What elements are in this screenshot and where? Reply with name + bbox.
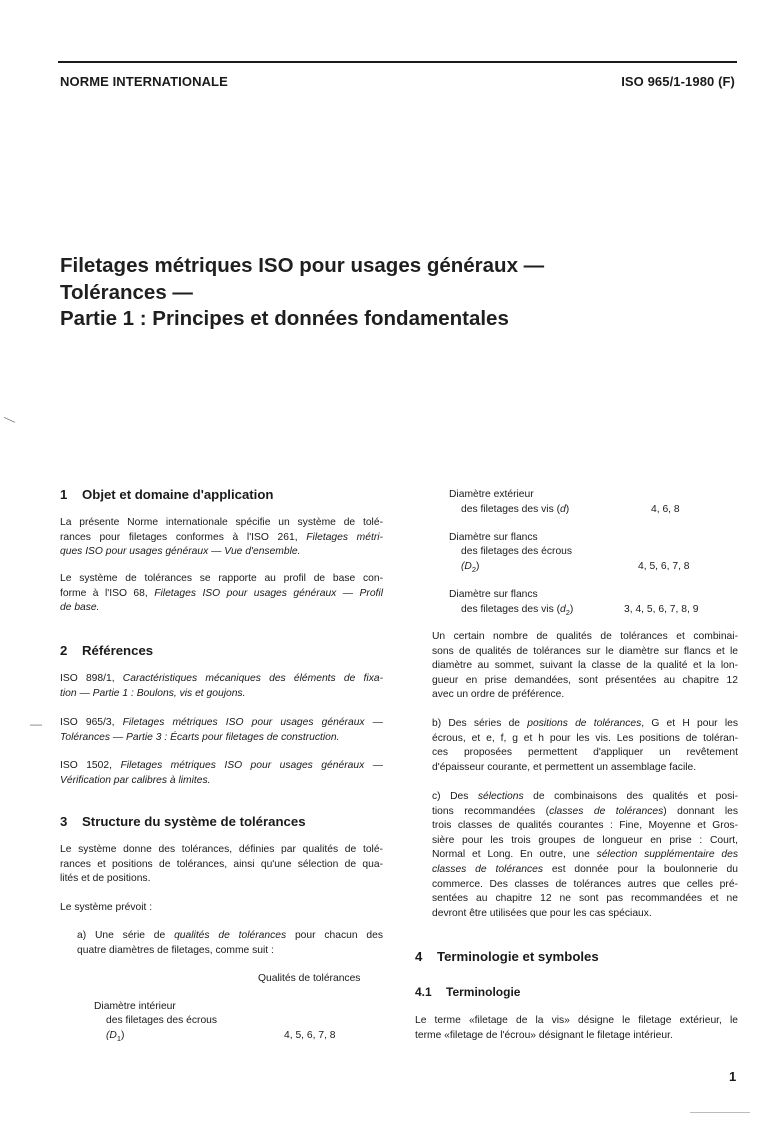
subscript: 1 (116, 1034, 122, 1044)
section-1-paragraph-2 (60, 572, 383, 616)
text-run: ) (121, 1030, 125, 1041)
text-italic: de base. (60, 602, 100, 614)
text-run: forme à l'ISO 68, (60, 587, 155, 599)
reference-iso-965-3 (60, 716, 383, 745)
section-number: 1 (60, 487, 68, 502)
text-italic: sélections (477, 791, 524, 802)
text-run: tions recommandées ( (432, 805, 550, 817)
subscript: 2 (565, 608, 570, 618)
section-number: 3 (60, 814, 68, 829)
reference-iso-1502 (60, 759, 383, 788)
text-italic: (D (106, 1030, 117, 1041)
d1-label-line-2: des filetages des écrous (106, 1015, 218, 1026)
text-line: La présente Norme internationale spécifie un système de tolé- (60, 517, 383, 528)
text-italic: classes de tolérances (432, 863, 543, 875)
d-label-line-2 (461, 503, 569, 518)
text-italic: positions de tolérances (527, 718, 642, 729)
d1-symbol (106, 1029, 124, 1047)
d2-bolt-grades: 3, 4, 5, 6, 7, 8, 9 (624, 604, 699, 615)
text-line: rances et positions de tolérances, ainsi qu'une sélection de qua- (60, 858, 383, 870)
text-italic: (D (461, 561, 472, 572)
text-line: diamètre au sommet, suivant la classe de la qualité et la lon- (432, 660, 738, 672)
text-line: terme «filetage de l'écrou» désignant le filetage intérieur. (415, 1029, 673, 1041)
d2-nut-symbol (461, 560, 479, 578)
section-number: 2 (60, 643, 68, 658)
section-2-heading (60, 643, 153, 658)
text-italic: Vérification par calibres à limites. (60, 774, 211, 786)
text-italic: d (560, 604, 566, 615)
section-3-heading (60, 814, 306, 829)
text-line: quatre diamètres de filetages, comme suit : (77, 944, 274, 956)
text-italic: sélection supplémentaire des (596, 849, 738, 861)
subscript: 2 (471, 565, 477, 575)
text-line: lités et de positions. (60, 873, 151, 885)
d1-grades: 4, 5, 6, 7, 8 (284, 1030, 336, 1041)
text-italic: Filetages ISO pour usages généraux — Profil (154, 587, 383, 599)
text-italic: Caractéristiques mécaniques des éléments de fixa- (122, 673, 383, 684)
text-line: sons de qualités de tolérances sur le diamètre sur flancs et le (432, 645, 738, 657)
title-line-3: Partie 1 : Principes et données fondamentales (60, 307, 509, 330)
title-line-1: Filetages métriques ISO pour usages généraux — (60, 254, 545, 277)
text-run: des filetages des vis ( (461, 504, 561, 515)
d2-bolt-label-line-2 (461, 603, 573, 621)
d2-nut-label-line-1: Diamètre sur flancs (449, 532, 538, 543)
document-title (60, 253, 544, 333)
text-run: rances pour filetages conformes à l'ISO 261, (60, 531, 307, 543)
text-line: gueur en prise demandées, sont présentées au chapitre 12 (432, 674, 738, 686)
text-italic: Filetages métriques ISO pour usages généraux — (120, 760, 383, 771)
section-title: Terminologie et symboles (437, 949, 599, 964)
d-grades: 4, 6, 8 (651, 504, 680, 515)
text-run: Normal et Long. En outre, une (432, 849, 597, 861)
text-run: de combinaisons des qualités et posi- (523, 791, 738, 802)
text-run: ) (565, 504, 570, 515)
section-3-paragraph-2: Le système prévoit : (60, 902, 153, 913)
text-line: Le système de tolérances se rapporte au profil de base con- (60, 573, 383, 584)
text-line: Un certain nombre de qualités de tolérances et combinai- (432, 631, 738, 642)
text-line: commerce. Des classes de tolérances autres que celles pré- (432, 878, 738, 890)
text-line: sière pour les trois groupes de longueur en prise : Court, (432, 834, 738, 846)
text-run: est donnée pour la boulonnerie du (542, 863, 738, 875)
item-a-tolerance-grades (77, 929, 383, 958)
text-run: pour chacun des (286, 930, 383, 941)
paragraph-combinations (432, 630, 738, 703)
text-run: a) Une série de (77, 930, 175, 941)
section-4-1-paragraph (415, 1014, 738, 1043)
text-line: trois classes de qualités courantes : Fine, Moyenne et Gros- (432, 820, 738, 832)
text-run: ) donnant les (663, 805, 738, 817)
text-italic: Tolérances — Partie 3 : Écarts pour filetages de construction. (60, 731, 340, 743)
text-line: ces proposées permettent d'appliquer un revêtement (432, 747, 738, 759)
text-italic: Filetages métri- (306, 531, 383, 543)
item-b-tolerance-positions (432, 717, 738, 775)
section-1-paragraph-1 (60, 516, 383, 560)
text-italic: classes de tolérances (549, 805, 664, 817)
section-4-heading (415, 949, 599, 964)
text-run: ISO 1502, (60, 760, 121, 771)
text-italic: Filetages métriques ISO pour usages généraux — (122, 717, 383, 728)
text-run: c) Des (432, 791, 478, 802)
d-label-line-1: Diamètre extérieur (449, 489, 534, 500)
text-line: d'épaisseur courante, et permettent un assemblage facile. (432, 761, 697, 773)
text-line: avec un ordre de préférence. (432, 689, 565, 701)
text-line: Le système donne des tolérances, définies par qualités de tolé- (60, 844, 383, 855)
text-run: ISO 965/3, (60, 717, 123, 728)
section-number: 4 (415, 949, 423, 964)
footer-rule (690, 1112, 750, 1113)
subsection-4-1-heading (415, 985, 520, 999)
table-header-tolerance-grades: Qualités de tolérances (258, 973, 361, 984)
text-line: sentées au chapitre 12 ne sont pas recommandées et ne (432, 893, 738, 905)
text-italic: tion — Partie 1 : Boulons, vis et goujons. (60, 687, 246, 699)
d2-bolt-label-line-1: Diamètre sur flancs (449, 589, 538, 600)
section-title: Références (82, 643, 154, 658)
text-line: devront être utilisées que pour les cas spéciaux. (432, 907, 652, 919)
margin-mark-2: — (30, 717, 42, 731)
text-run: des filetages des vis ( (461, 604, 561, 615)
d1-label-line-1: Diamètre intérieur (94, 1001, 176, 1012)
margin-mark: — (1, 410, 19, 428)
text-run: , G et H pour les (641, 718, 738, 729)
section-1-heading (60, 487, 273, 502)
d2-nut-label-line-2: des filetages des écrous (461, 546, 573, 557)
d2-nut-grades: 4, 5, 6, 7, 8 (638, 561, 690, 572)
subsection-number: 4.1 (415, 985, 432, 999)
text-italic: d (560, 504, 566, 515)
header-iso-number: ISO 965/1-1980 (F) (621, 74, 735, 89)
item-c-selections (432, 790, 738, 921)
section-title: Structure du système de tolérances (82, 814, 306, 829)
subsection-title: Terminologie (446, 985, 521, 999)
text-run: ) (476, 561, 480, 572)
text-run: ) (569, 604, 574, 615)
page-number: 1 (729, 1069, 737, 1084)
section-title: Objet et domaine d'application (82, 487, 274, 502)
text-run: b) Des séries de (432, 718, 528, 729)
text-line: Le terme «filetage de la vis» désigne le filetage extérieur, le (415, 1015, 738, 1026)
section-3-paragraph-1 (60, 843, 383, 887)
text-italic: qualités de tolérances (174, 930, 287, 941)
header-norm-label: NORME INTERNATIONALE (60, 74, 228, 89)
text-run: ISO 898/1, (60, 673, 123, 684)
header-rule (58, 61, 737, 63)
text-italic: ques ISO pour usages généraux — Vue d'ensemble. (60, 546, 301, 558)
title-line-2: Tolérances — (60, 280, 193, 304)
reference-iso-898-1 (60, 672, 383, 701)
text-line: écrous, et e, f, g et h pour les vis. Les positions de toléran- (432, 732, 738, 744)
